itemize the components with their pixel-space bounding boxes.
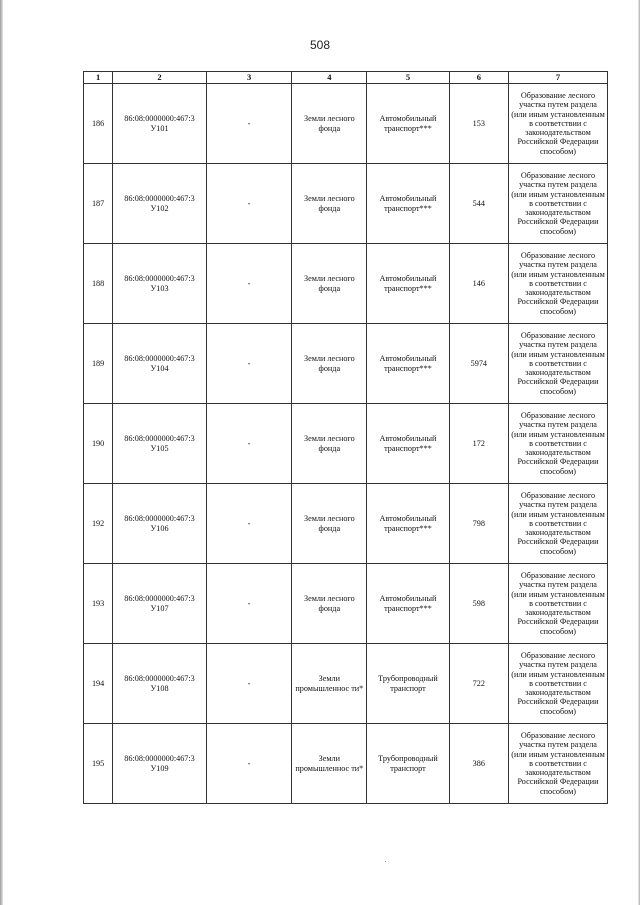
cell-cadastral	[113, 324, 207, 404]
cadastral-number: 86:08:0000000:467:3	[124, 354, 195, 364]
cell-purpose: Автомобильный транспорт***	[367, 564, 449, 644]
cell-area: 544	[449, 164, 508, 244]
cell-purpose: Автомобильный транспорт***	[367, 484, 449, 564]
parcel-code: У106	[150, 523, 169, 533]
column-header: 5	[367, 72, 449, 84]
cell-formation-method: Образование лесного участка путем раздела (или иным установленным в соответствии с законодательством Российской Федерации способом)	[509, 484, 608, 564]
cell-formation-method: Образование лесного участка путем раздела (или иным установленным в соответствии с законодательством Российской Федерации способом)	[509, 404, 608, 484]
cell-col3: -	[206, 564, 291, 644]
cadastral-number: 86:08:0000000:467:3	[124, 114, 195, 124]
cell-cadastral	[113, 484, 207, 564]
cell-formation-method: Образование лесного участка путем раздела (или иным установленным в соответствии с законодательством Российской Федерации способом)	[509, 84, 608, 164]
cell-area: 146	[449, 244, 508, 324]
cell-col3: -	[206, 324, 291, 404]
scan-speck	[385, 861, 386, 862]
cell-cadastral	[113, 404, 207, 484]
cell-cadastral	[113, 564, 207, 644]
cell-area: 5974	[449, 324, 508, 404]
cell-land-category: Земли промышленнос ти*	[292, 724, 367, 804]
cell-area: 172	[449, 404, 508, 484]
cell-area: 598	[449, 564, 508, 644]
cadastral-number: 86:08:0000000:467:3	[124, 514, 195, 524]
cell-cadastral	[113, 724, 207, 804]
cell-formation-method: Образование лесного участка путем раздела (или иным установленным в соответствии с законодательством Российской Федерации способом)	[509, 324, 608, 404]
cell-row-number: 193	[84, 564, 113, 644]
cell-col3: -	[206, 404, 291, 484]
cell-purpose: Автомобильный транспорт***	[367, 404, 449, 484]
header-row	[84, 72, 608, 84]
cell-row-number: 190	[84, 404, 113, 484]
column-header: 3	[206, 72, 291, 84]
cell-purpose: Автомобильный транспорт***	[367, 164, 449, 244]
cell-row-number: 186	[84, 84, 113, 164]
cell-land-category: Земли лесного фонда	[292, 484, 367, 564]
cell-purpose: Автомобильный транспорт***	[367, 84, 449, 164]
cell-formation-method: Образование лесного участка путем раздела (или иным установленным в соответствии с законодательством Российской Федерации способом)	[509, 644, 608, 724]
column-header: 6	[449, 72, 508, 84]
table-row	[84, 644, 608, 724]
cell-col3: -	[206, 724, 291, 804]
cadastral-number: 86:08:0000000:467:3	[124, 194, 195, 204]
cell-col3: -	[206, 84, 291, 164]
cell-land-category: Земли лесного фонда	[292, 324, 367, 404]
cell-row-number: 192	[84, 484, 113, 564]
cadastral-number: 86:08:0000000:467:3	[124, 674, 195, 684]
cell-cadastral	[113, 84, 207, 164]
cell-cadastral	[113, 644, 207, 724]
cell-formation-method: Образование лесного участка путем раздела (или иным установленным в соответствии с законодательством Российской Федерации способом)	[509, 724, 608, 804]
cell-col3: -	[206, 644, 291, 724]
cell-land-category: Земли лесного фонда	[292, 564, 367, 644]
cell-row-number: 188	[84, 244, 113, 324]
column-header: 4	[292, 72, 367, 84]
page-number: 508	[309, 38, 331, 52]
cell-land-category: Земли лесного фонда	[292, 244, 367, 324]
cell-col3: -	[206, 484, 291, 564]
cell-land-category: Земли лесного фонда	[292, 84, 367, 164]
table-row	[84, 564, 608, 644]
cell-col3: -	[206, 244, 291, 324]
cell-row-number: 194	[84, 644, 113, 724]
column-header: 2	[113, 72, 207, 84]
table-body	[84, 84, 608, 804]
parcel-code: У109	[150, 763, 169, 773]
cell-formation-method: Образование лесного участка путем раздела (или иным установленным в соответствии с законодательством Российской Федерации способом)	[509, 244, 608, 324]
column-header: 7	[509, 72, 608, 84]
cell-formation-method: Образование лесного участка путем раздела (или иным установленным в соответствии с законодательством Российской Федерации способом)	[509, 164, 608, 244]
cell-purpose: Трубопроводный транспорт	[367, 724, 449, 804]
parcel-code: У101	[150, 123, 169, 133]
cell-row-number: 187	[84, 164, 113, 244]
cell-land-category: Земли промышленнос ти*	[292, 644, 367, 724]
cell-area: 386	[449, 724, 508, 804]
cell-area: 722	[449, 644, 508, 724]
table-row	[84, 324, 608, 404]
cell-row-number: 195	[84, 724, 113, 804]
cell-area: 798	[449, 484, 508, 564]
parcel-code: У108	[150, 683, 169, 693]
land-parcel-table	[83, 71, 608, 804]
cell-land-category: Земли лесного фонда	[292, 404, 367, 484]
column-header: 1	[84, 72, 113, 84]
cell-purpose: Трубопроводный транспорт	[367, 644, 449, 724]
cadastral-number: 86:08:0000000:467:3	[124, 434, 195, 444]
parcel-code: У105	[150, 443, 169, 453]
parcel-code: У103	[150, 283, 169, 293]
cell-area: 153	[449, 84, 508, 164]
cadastral-number: 86:08:0000000:467:3	[124, 754, 195, 764]
cell-col3: -	[206, 164, 291, 244]
table-row	[84, 484, 608, 564]
cell-cadastral	[113, 244, 207, 324]
cell-purpose: Автомобильный транспорт***	[367, 324, 449, 404]
parcel-code: У107	[150, 603, 169, 613]
table-row	[84, 84, 608, 164]
cell-formation-method: Образование лесного участка путем раздела (или иным установленным в соответствии с законодательством Российской Федерации способом)	[509, 564, 608, 644]
table-row	[84, 724, 608, 804]
cadastral-number: 86:08:0000000:467:3	[124, 274, 195, 284]
cell-land-category: Земли лесного фонда	[292, 164, 367, 244]
scan-edge-left	[0, 0, 3, 905]
cell-cadastral	[113, 164, 207, 244]
table-row	[84, 244, 608, 324]
cell-row-number: 189	[84, 324, 113, 404]
parcel-code: У102	[150, 203, 169, 213]
cell-purpose: Автомобильный транспорт***	[367, 244, 449, 324]
parcel-code: У104	[150, 363, 169, 373]
table-row	[84, 164, 608, 244]
table-row	[84, 404, 608, 484]
cadastral-number: 86:08:0000000:467:3	[124, 594, 195, 604]
